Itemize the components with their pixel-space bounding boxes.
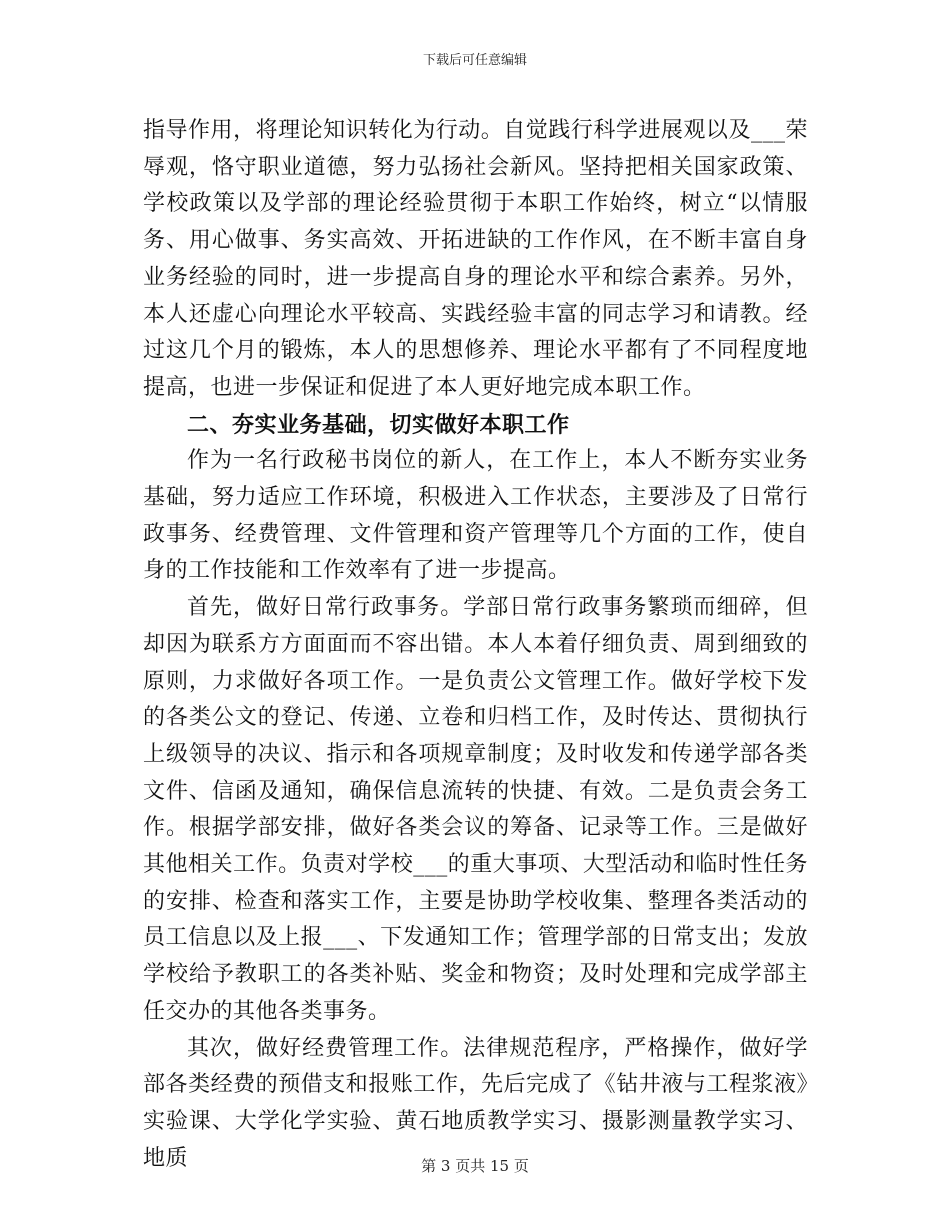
section-heading: 二、夯实业务基础，切实做好本职工作 — [187, 411, 570, 438]
document-body — [143, 113, 808, 1177]
page-header-note: 下载后可任意编辑 — [422, 53, 527, 68]
paragraph-intro: 作为一名行政秘书岗位的新人，在工作上，本人不断夯实业务基础，努力适应工作环境，积极进入工作状态，主要涉及了日常行政事务、经费管理、文件管理和资产管理等几个方面的工作，使自身的工作技能和工作效率有了进一步提高。 — [143, 448, 808, 584]
paragraph-daily-affairs: 首先，做好日常行政事务。学部日常行政事务繁琐而细碎，但却因为联系方方面面而不容出错。本人本着仔细负责、周到细致的原则，力求做好各项工作。一是负责公文管理工作。做好学校下发的各类公文的登记、传递、立卷和归档工作，及时传达、贯彻执行上级领导的决议、指示和各项规章制度；及时收发和传递学部各类文件、信函及通知，确保信息流转的快捷、有效。二是负责会务工作。根据学部安排，做好各类会议的筹备、记录等工作。三是做好其他相关工作。负责对学校___的重大事项、大型活动和临时性任务的安排、检查和落实工作，主要是协助学校收集、整理各类活动的员工信息以及上报___、下发通知工作；管理学部的日常支出；发放学校给予教职工的各类补贴、奖金和物资；及时处理和完成学部主任交办的其他各类事务。 — [143, 595, 808, 1024]
paragraph-funding: 其次，做好经费管理工作。法律规范程序，严格操作，做好学部各类经费的预借支和报账工作，先后完成了《钻井液与工程浆液》实验课、大学化学实验、黄石地质教学实习、摄影测量教学实习、地质 — [143, 1035, 808, 1171]
paragraph-continuation: 指导作用，将理论知识转化为行动。自觉践行科学进展观以及___荣辱观，恪守职业道德，努力弘扬社会新风。坚持把相关国家政策、学校政策以及学部的理论经验贯彻于本职工作始终，树立“以情服务、用心做事、务实高效、开拓进缺的工作作风，在不断丰富自身业务经验的同时，进一步提高自身的理论水平和综合素养。另外，本人还虚心向理论水平较高、实践经验丰富的同志学习和请教。经过这几个月的锻炼，本人的思想修养、理论水平都有了不同程度地提高，也进一步保证和促进了本人更好地完成本职工作。 — [143, 118, 808, 400]
page-footer: 第 3 页共 15 页 — [421, 1157, 529, 1175]
